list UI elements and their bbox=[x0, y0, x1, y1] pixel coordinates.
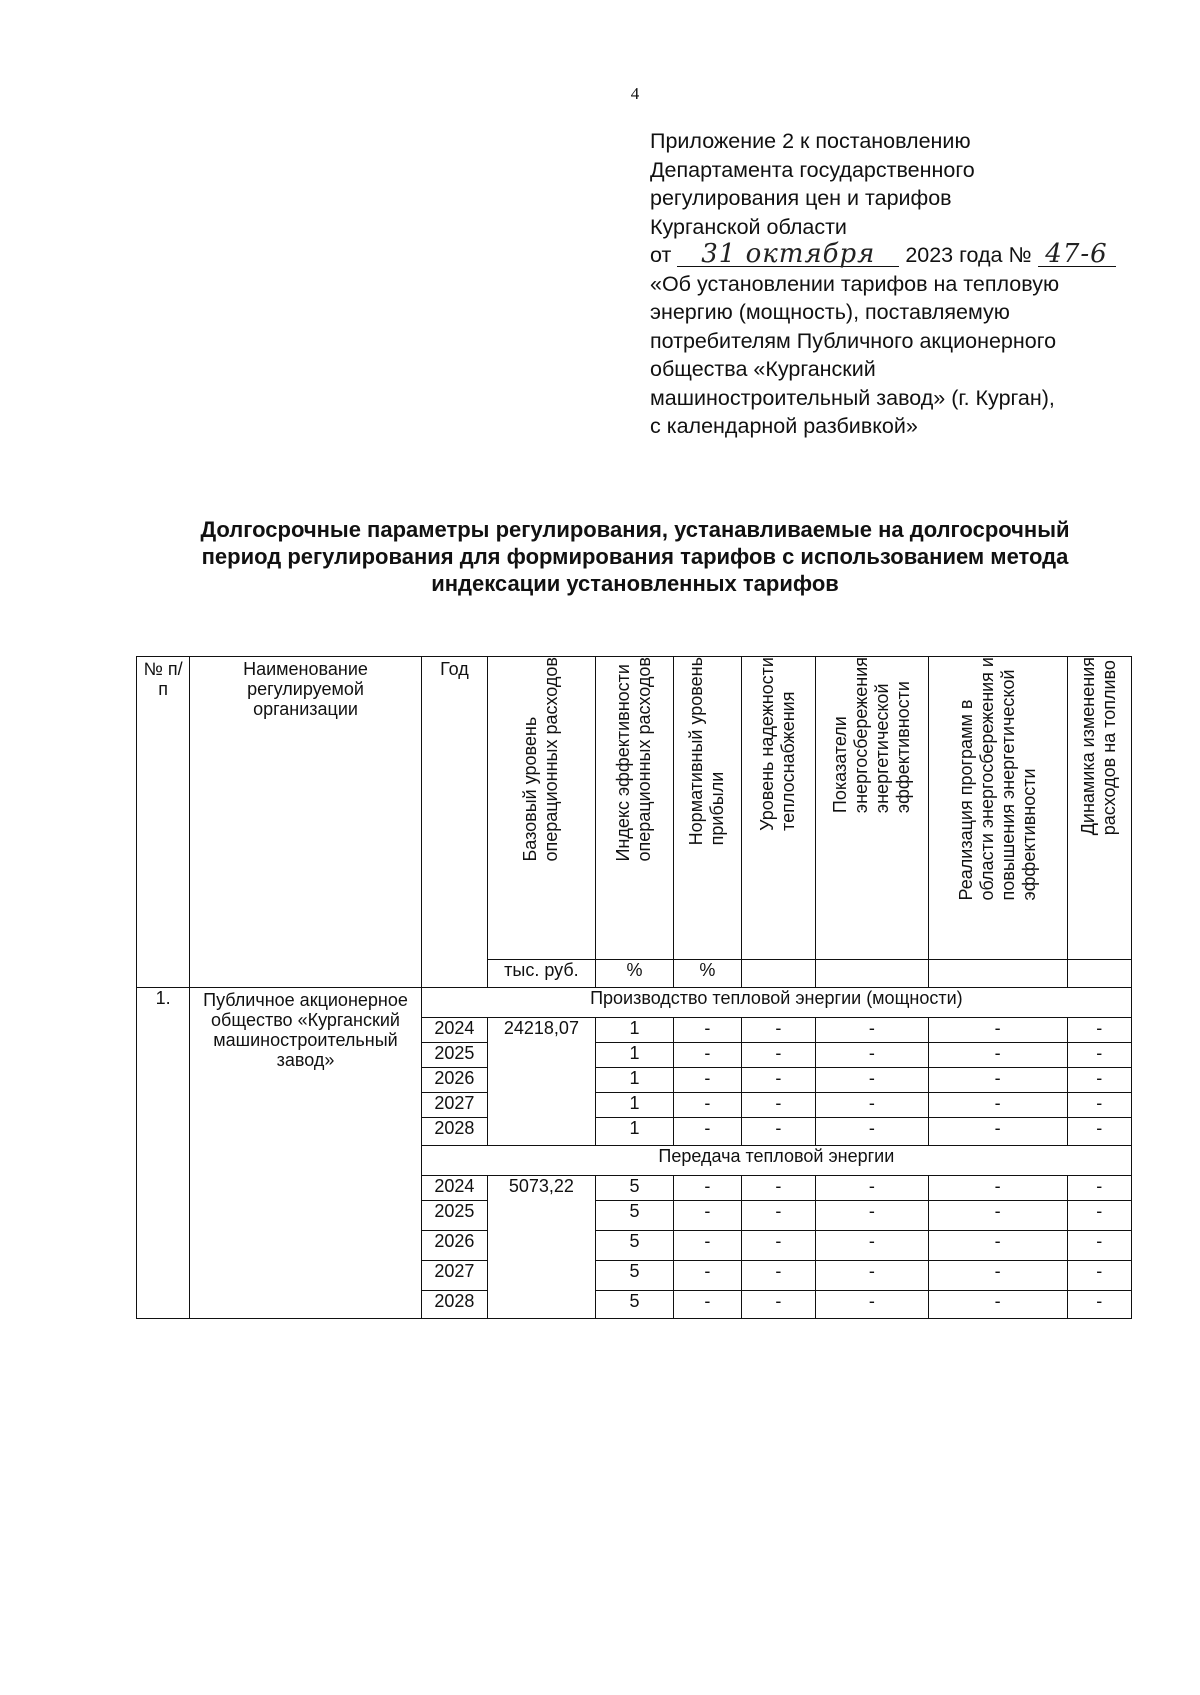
header-index: Индекс эффективности операционных расходов bbox=[613, 657, 655, 862]
handwritten-number: 47-6 bbox=[1038, 242, 1116, 267]
index-cell: 1 bbox=[595, 1118, 673, 1146]
energy-cell: - bbox=[816, 1201, 929, 1231]
programs-cell: - bbox=[928, 1231, 1067, 1261]
reliability-cell: - bbox=[741, 1093, 815, 1118]
header-fuel-cell bbox=[1067, 657, 1131, 960]
section-title: Производство тепловой энергии (мощности) bbox=[421, 988, 1131, 1018]
year-cell: 2025 bbox=[421, 1201, 487, 1231]
appendix-date-line bbox=[650, 241, 1130, 270]
reliability-cell: - bbox=[741, 1261, 815, 1291]
programs-cell: - bbox=[928, 1018, 1067, 1043]
programs-cell: - bbox=[928, 1291, 1067, 1319]
year-cell: 2025 bbox=[421, 1043, 487, 1068]
index-cell: 1 bbox=[595, 1018, 673, 1043]
year-cell: 2028 bbox=[421, 1118, 487, 1146]
profit-cell: - bbox=[674, 1043, 741, 1068]
fuel-cell: - bbox=[1067, 1118, 1131, 1146]
profit-cell: - bbox=[674, 1018, 741, 1043]
appendix-subject-line: общества «Курганский bbox=[650, 357, 876, 381]
document-title bbox=[130, 516, 1140, 597]
fuel-cell: - bbox=[1067, 1018, 1131, 1043]
appendix-subject-line: потребителям Публичного акционерного bbox=[650, 328, 1057, 353]
index-cell: 1 bbox=[595, 1043, 673, 1068]
fuel-cell: - bbox=[1067, 1231, 1131, 1261]
appendix-subject-line: машиностроительный завод» (г. Курган), bbox=[650, 385, 1055, 410]
reliability-cell: - bbox=[741, 1291, 815, 1319]
year-cell: 2027 bbox=[421, 1093, 487, 1118]
unit-empty bbox=[928, 960, 1067, 988]
header-fuel: Динамика изменения расходов на топливо bbox=[1078, 657, 1120, 836]
reliability-cell: - bbox=[741, 1043, 815, 1068]
reliability-cell: - bbox=[741, 1068, 815, 1093]
index-cell: 5 bbox=[595, 1291, 673, 1319]
header-reliability-cell bbox=[741, 657, 815, 960]
title-line: индексации установленных тарифов bbox=[431, 571, 839, 596]
profit-cell: - bbox=[674, 1201, 741, 1231]
appendix-line: Курганской области bbox=[650, 214, 847, 239]
date-prefix: от bbox=[650, 243, 672, 267]
appendix-line: Приложение 2 к постановлению bbox=[650, 129, 971, 153]
unit-empty bbox=[816, 960, 929, 988]
fuel-cell: - bbox=[1067, 1291, 1131, 1319]
row-number: 1. bbox=[137, 988, 190, 1319]
header-energy-cell bbox=[816, 657, 929, 960]
index-cell: 5 bbox=[595, 1176, 673, 1201]
energy-cell: - bbox=[816, 1176, 929, 1201]
reliability-cell: - bbox=[741, 1201, 815, 1231]
programs-cell: - bbox=[928, 1093, 1067, 1118]
parameters-table bbox=[136, 656, 1132, 1319]
energy-cell: - bbox=[816, 1261, 929, 1291]
appendix-line: Департамента государственного bbox=[650, 157, 975, 182]
fuel-cell: - bbox=[1067, 1201, 1131, 1231]
base-value-cell: 5073,22 bbox=[488, 1176, 596, 1319]
reliability-cell: - bbox=[741, 1176, 815, 1201]
title-line: период регулирования для формирования тарифов с использованием метода bbox=[201, 544, 1069, 569]
index-cell: 5 bbox=[595, 1231, 673, 1261]
header-programs-cell bbox=[928, 657, 1067, 960]
year-cell: 2026 bbox=[421, 1231, 487, 1261]
energy-cell: - bbox=[816, 1231, 929, 1261]
header-reliability: Уровень надежности теплоснабжения bbox=[757, 657, 799, 831]
energy-cell: - bbox=[816, 1068, 929, 1093]
fuel-cell: - bbox=[1067, 1043, 1131, 1068]
energy-cell: - bbox=[816, 1043, 929, 1068]
year-cell: 2027 bbox=[421, 1261, 487, 1291]
index-cell: 1 bbox=[595, 1068, 673, 1093]
section-title: Передача тепловой энергии bbox=[421, 1146, 1131, 1176]
year-cell: 2024 bbox=[421, 1176, 487, 1201]
unit-empty bbox=[741, 960, 815, 988]
fuel-cell: - bbox=[1067, 1176, 1131, 1201]
header-profit: Нормативный уровень прибыли bbox=[686, 657, 728, 846]
index-cell: 1 bbox=[595, 1093, 673, 1118]
header-index-cell bbox=[595, 657, 673, 960]
appendix-subject-line: с календарной разбивкой» bbox=[650, 414, 918, 438]
energy-cell: - bbox=[816, 1093, 929, 1118]
energy-cell: - bbox=[816, 1291, 929, 1319]
reliability-cell: - bbox=[741, 1018, 815, 1043]
programs-cell: - bbox=[928, 1043, 1067, 1068]
reliability-cell: - bbox=[741, 1231, 815, 1261]
handwritten-date: 31 октября bbox=[677, 242, 899, 267]
header-org: Наименование регулируемой организации bbox=[190, 657, 421, 988]
unit-empty bbox=[1067, 960, 1131, 988]
year-text: 2023 года № bbox=[905, 243, 1032, 267]
energy-cell: - bbox=[816, 1018, 929, 1043]
title-line: Долгосрочные параметры регулирования, устанавливаемые на долгосрочный bbox=[200, 517, 1070, 542]
year-cell: 2024 bbox=[421, 1018, 487, 1043]
header-energy: Показатели энергосбережения энергетической эффективности bbox=[829, 657, 913, 814]
appendix-line: регулирования цен и тарифов bbox=[650, 186, 952, 210]
header-num: № п/п bbox=[137, 657, 190, 988]
unit-profit: % bbox=[674, 960, 741, 988]
profit-cell: - bbox=[674, 1261, 741, 1291]
appendix-subject-line: энергию (мощность), поставляемую bbox=[650, 300, 1010, 324]
programs-cell: - bbox=[928, 1201, 1067, 1231]
fuel-cell: - bbox=[1067, 1093, 1131, 1118]
year-cell: 2026 bbox=[421, 1068, 487, 1093]
header-programs: Реализация программ в области энергосбережения и повышения энергетической эффективности bbox=[955, 657, 1039, 901]
organization-name: Публичное акционерное общество «Курганский машиностроительный завод» bbox=[190, 988, 421, 1319]
profit-cell: - bbox=[674, 1231, 741, 1261]
profit-cell: - bbox=[674, 1068, 741, 1093]
header-base: Базовый уровень операционных расходов bbox=[520, 657, 562, 862]
index-cell: 5 bbox=[595, 1261, 673, 1291]
profit-cell: - bbox=[674, 1291, 741, 1319]
base-value-cell: 24218,07 bbox=[488, 1018, 596, 1146]
appendix-subject-line: «Об установлении тарифов на тепловую bbox=[650, 271, 1060, 296]
page-number: 4 bbox=[630, 84, 640, 103]
header-year: Год bbox=[421, 657, 487, 988]
energy-cell: - bbox=[816, 1118, 929, 1146]
fuel-cell: - bbox=[1067, 1261, 1131, 1291]
programs-cell: - bbox=[928, 1176, 1067, 1201]
programs-cell: - bbox=[928, 1068, 1067, 1093]
profit-cell: - bbox=[674, 1093, 741, 1118]
profit-cell: - bbox=[674, 1118, 741, 1146]
appendix-block bbox=[650, 127, 1130, 441]
programs-cell: - bbox=[928, 1118, 1067, 1146]
year-cell: 2028 bbox=[421, 1291, 487, 1319]
header-base-cell bbox=[488, 657, 596, 960]
section-header-row bbox=[137, 988, 1132, 1018]
reliability-cell: - bbox=[741, 1118, 815, 1146]
programs-cell: - bbox=[928, 1261, 1067, 1291]
profit-cell: - bbox=[674, 1176, 741, 1201]
unit-base: тыс. руб. bbox=[488, 960, 596, 988]
index-cell: 5 bbox=[595, 1201, 673, 1231]
unit-index: % bbox=[595, 960, 673, 988]
header-profit-cell bbox=[674, 657, 741, 960]
fuel-cell: - bbox=[1067, 1068, 1131, 1093]
